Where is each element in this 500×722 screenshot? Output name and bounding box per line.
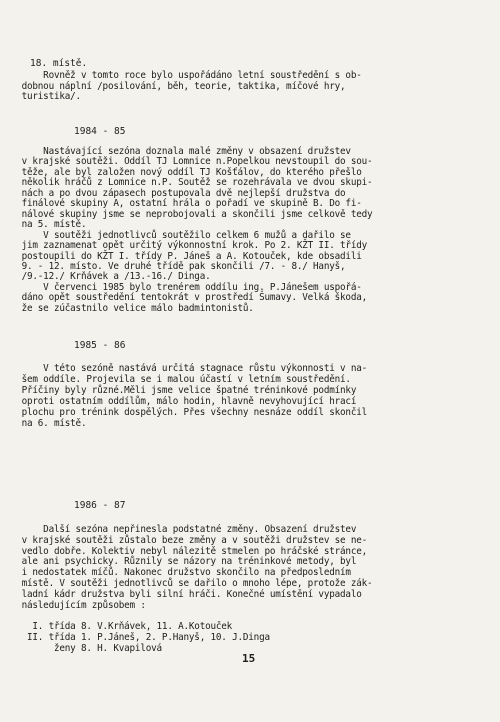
- place-heading: 18. místě.: [30, 58, 88, 69]
- text-line: ženy 8. H. Kvapilová: [0, 642, 162, 654]
- text-line: jim zaznamenat opět určitý výkonnostní krok. Po 2. KŽT II. třídy: [0, 240, 368, 252]
- text-line: V této sezóně nastává určitá stagnace růstu výkonnosti v na-: [0, 363, 368, 374]
- text-line: ladní kádr družstva byli silní hráči. Konečné umístění vypadalo: [0, 588, 362, 600]
- season-heading-1984-85: 1984 - 85: [74, 126, 126, 137]
- text-line: i nedostatek míčů. Nakonec družstvo skončilo na předposledním: [0, 567, 351, 579]
- text-line: finálové skupiny A, ostatní hrála o pořadí ve skupině B. Do fi-: [0, 198, 362, 210]
- text-line: že se zúčastnilo velice málo badmintonistů.: [0, 302, 254, 314]
- text-line: místě. V soutěži jednotlivců se dařilo o mnoho lépe, protože zák-: [0, 578, 373, 589]
- text-line: oproti ostatním oddílům, málo hodin, hlavně nevyhovující hrací: [0, 395, 357, 407]
- text-line: II. třída 1. P.Jáneš, 2. P.Hanyš, 10. J.Dinga: [0, 632, 270, 643]
- text-line: turistika/.: [0, 91, 81, 102]
- text-line: postoupili do KŽT I. třídy P. Jáneš a A. Kotouček, kde obsadili: [0, 250, 362, 262]
- text-line: /9.-12./ Krňávek a /13.-16./ Dinga.: [0, 271, 211, 283]
- text-line: těže, ale byl založen nový oddíl TJ Košťálov, do kterého přešlo: [0, 166, 362, 178]
- text-line: několik hráčů z Lomnice n.P. Soutěž se rozehrávala ve dvou skupi-: [0, 177, 373, 189]
- text-line: na 5. místě.: [0, 219, 87, 231]
- text-line: dobnou náplní /posilování, běh, teorie, taktika, míčové hry,: [0, 80, 346, 92]
- text-line: Příčiny byly různé.Měli jsme velice špatné tréninkové podmínky: [0, 384, 357, 396]
- text-line: dáno opět soustředění tentokrát v prostředí Šumavy. Velká škoda,: [0, 292, 368, 304]
- text-line: Rovněž v tomto roce bylo uspořádáno letní soustředění s ob-: [0, 70, 362, 81]
- text-line: plochu pro trénink dospělých. Přes všechny nesnáze oddíl skončil: [0, 406, 368, 418]
- text-line: 9. - 12. místo. Ve druhé třídě pak skončili /7. - 8./ Hanyš,: [0, 260, 346, 272]
- season-heading-1985-86: 1985 - 86: [74, 340, 126, 351]
- text-line: Další sezóna nepřinesla podstatné změny. Obsazení družstev: [0, 524, 357, 535]
- text-line: I. třída 8. V.Krňávek, 11. A.Kotouček: [0, 621, 233, 633]
- text-line: nálové skupiny jsme se neprobojovali a skončili jsme celkově tedy: [0, 208, 373, 220]
- text-line: nách a po dvou zápasech postupovala dvě nejlepší družstva do: [0, 187, 346, 199]
- page-number: 15: [242, 652, 256, 665]
- text-line: V červenci 1985 bylo trenérem oddílu ing. P.Jánešem uspořá-: [0, 281, 362, 293]
- text-line: vedlo dobře. Kolektiv nebyl nálezitě stmelen po hráčské stránce,: [0, 545, 368, 557]
- text-line: V soutěži jednotlivců soutěžilo celkem 6 mužů a dařilo se: [0, 229, 351, 241]
- text-line: na 6. místě.: [0, 417, 87, 429]
- text-line: v krajské soutěži. Oddíl TJ Lomnice n.Popelkou nevstoupil do sou-: [0, 156, 373, 168]
- text-line: v krajské soutěži zůstalo beze změny a v soutěži družstev se ne-: [0, 534, 368, 546]
- season-heading-1986-87: 1986 - 87: [74, 500, 126, 511]
- text-line: Nastávající sezóna doznala malé změny v obsazení družstev: [0, 146, 351, 157]
- text-line: ale ani psychicky. Různily se názory na tréninkové metody, byl: [0, 556, 357, 568]
- text-line: šem oddíle. Projevila se i malou účastí v letním soustředění.: [0, 373, 351, 385]
- text-line: následujícím způsobem :: [0, 599, 146, 611]
